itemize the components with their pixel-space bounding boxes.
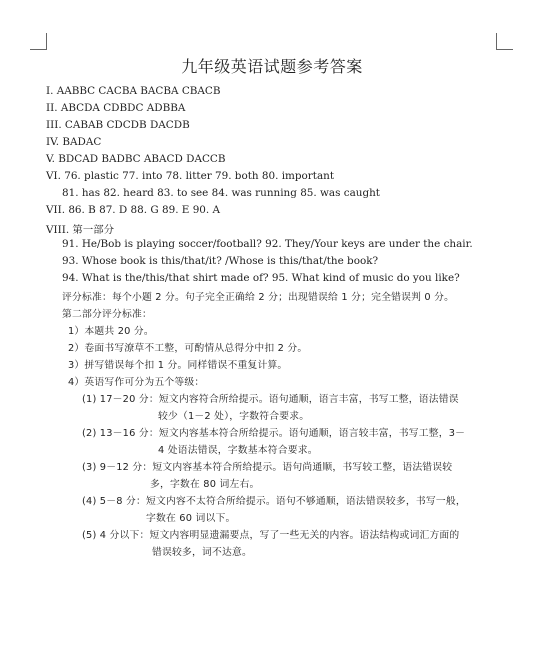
grade-2-line-1: (2) 13－16 分：短文内容基本符合所给提示。语句通顺，语言较丰富，书写工整，3－ [82,428,466,439]
grade-4-line-2: 字数在 60 词以下。 [146,513,236,524]
answer-line-7: 81. has 82. heard 83. to see 84. was running 85. was caught [62,187,380,199]
grade-5-line-2: 错误较多，词不达意。 [152,547,252,558]
crop-mark-top-right [496,33,513,50]
rule-2: 2）卷面书写潦草不工整，可酌情从总得分中扣 2 分。 [68,343,308,354]
rule-3: 3）拼写错误每个扣 1 分。同样错误不重复计算。 [68,360,288,371]
section-heading: VIII. 第一部分 [46,224,114,236]
grade-3-line-2: 多，字数在 80 词左右。 [150,479,260,490]
grade-1-line-1: (1) 17－20 分：短文内容符合所给提示。语句通顺，语言丰富，书写工整，语法错误 [82,394,459,405]
grade-3-line-1: (3) 9－12 分：短文内容基本符合所给提示。语句尚通顺，书写较工整，语法错误较 [82,462,453,473]
answer-line-9: 91. He/Bob is playing soccer/football? 92. They/Your keys are under the chair. [62,238,473,250]
rule-4: 4）英语写作可分为五个等级： [68,377,205,388]
part-two-heading: 第二部分评分标准： [62,309,152,320]
grade-2-line-2: 4 处语法错误，字数基本符合要求。 [158,445,318,456]
grade-4-line-1: (4) 5－8 分：短文内容不太符合所给提示。语句不够通顺，语法错误较多，书写一般， [82,496,466,507]
grade-5-line-1: (5) 4 分以下：短文内容明显遗漏要点，写了一些无关的内容。语法结构或词汇方面的 [82,530,460,541]
answer-line-10: 93. Whose book is this/that/it? /Whose is this/that/the book? [62,255,379,267]
rule-1: 1）本题共 20 分。 [68,326,154,337]
answer-line-1: I. AABBC CACBA BACBA CBACB [46,85,221,97]
answer-line-2: II. ABCDA CDBDC ADBBA [46,102,186,114]
answer-line-3: III. CABAB CDCDB DACDB [46,119,190,131]
document-title: 九年级英语试题参考答案 [181,57,363,76]
answer-line-6: VI. 76. plastic 77. into 78. litter 79. both 80. important [46,170,335,182]
scoring-standard: 评分标准：每个小题 2 分。句子完全正确给 2 分；出现错误给 1 分；完全错误判 0 分。 [62,292,455,303]
grade-1-line-2: 较少（1－2 处），字数符合要求。 [158,411,310,422]
crop-mark-top-left [30,33,47,50]
answer-line-8: VII. 86. B 87. D 88. G 89. E 90. A [46,204,221,216]
answer-line-11: 94. What is the/this/that shirt made of? 95. What kind of music do you like? [62,272,460,284]
answer-line-4: IV. BADAC [46,136,102,148]
answer-line-5: V. BDCAD BADBC ABACD DACCB [46,153,226,165]
